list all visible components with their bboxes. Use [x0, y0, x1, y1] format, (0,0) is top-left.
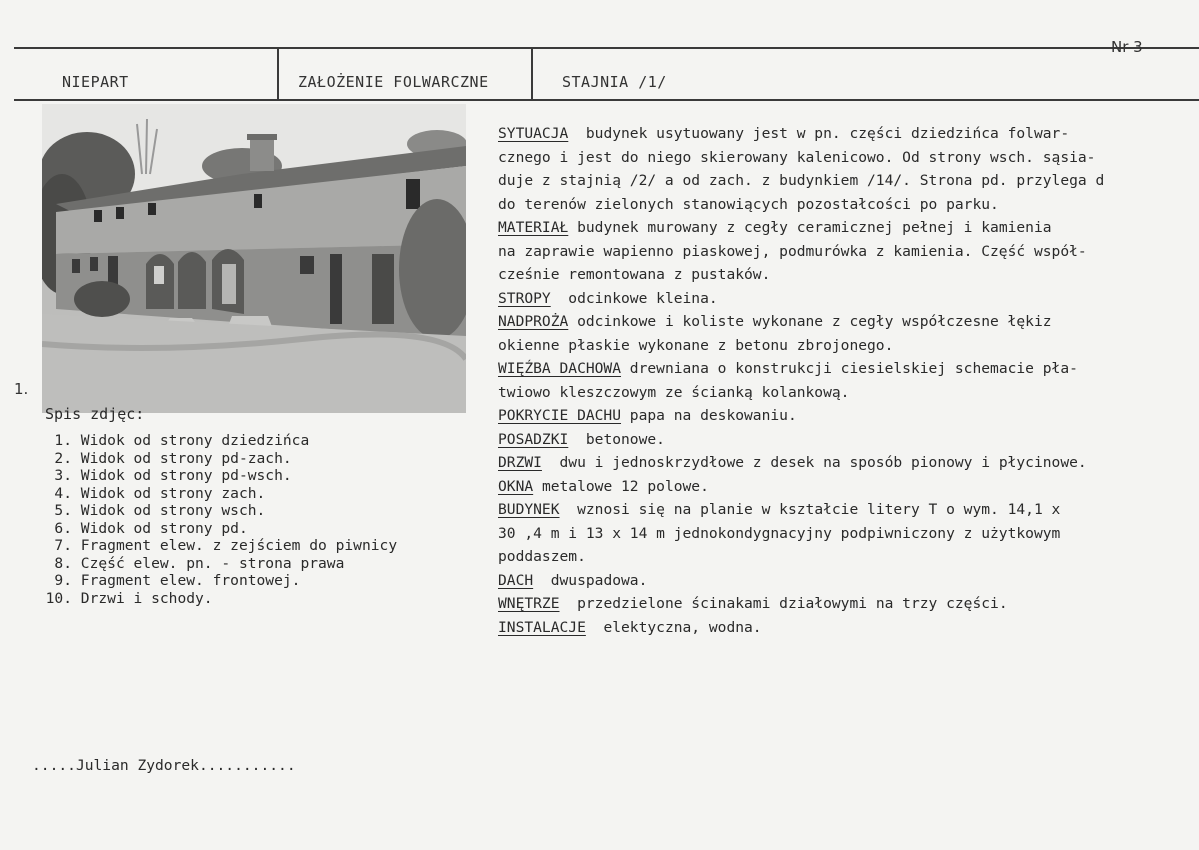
header-object: STAJNIA /1/ [562, 73, 667, 91]
author-signature: .....Julian Zydorek........... [32, 757, 296, 774]
description-row: do terenów zielonych stanowiących pozostałcości po parku. [498, 195, 999, 213]
header-divider-1 [277, 47, 279, 101]
building-description [498, 122, 1198, 639]
list-item: 4. Widok od strony zach. [54, 484, 266, 502]
description-row: POKRYCIE DACHU papa na deskowaniu. [498, 407, 797, 424]
author-name: Julian Zydorek [75, 757, 199, 774]
description-row: WNĘTRZE przedzielone ścinakami działowymi na trzy części. [498, 595, 1008, 612]
description-row: na zaprawie wapienno piaskowej, podmurówka z kamienia. Część współ- [498, 242, 1087, 260]
header-divider-2 [531, 47, 533, 101]
description-row: okienne płaskie wykonane z betonu zbrojonego. [498, 336, 894, 354]
description-row: STROPY odcinkowe kleina. [498, 289, 718, 307]
description-row: cznego i jest do niego skierowany kalenicowo. Od strony wsch. sąsia- [498, 148, 1096, 166]
photo-number: 1. [14, 380, 29, 398]
header-top-rule [14, 47, 1199, 49]
list-item: 8. Część elew. pn. - strona prawa [54, 554, 345, 572]
description-row: cześnie remontowana z pustaków. [498, 266, 771, 283]
list-item: 7. Fragment elew. z zejściem do piwnicy [54, 537, 398, 554]
description-row: SYTUACJA budynek usytuowany jest w pn. części dziedzińca folwar- [498, 125, 1070, 142]
building-photo [42, 104, 466, 413]
description-row: WIĘŹBA DACHOWA drewniana o konstrukcji ciesielskiej schemacie pła- [498, 360, 1078, 377]
list-item: 9. Fragment elew. frontowej. [54, 572, 301, 589]
photo-list-title: Spis zdjęc: [45, 405, 145, 423]
list-item: 5. Widok od strony wsch. [54, 502, 266, 519]
description-row: MATERIAŁ budynek murowany z cegły ceramicznej pełnej i kamienia [498, 219, 1052, 236]
description-row: OKNA metalowe 12 polowe. [498, 477, 709, 495]
header-location: NIEPART [62, 73, 129, 91]
description-row: poddaszem. [498, 548, 586, 565]
photo-list [40, 432, 397, 607]
description-row: POSADZKI betonowe. [498, 430, 665, 448]
sheet-number: Nr 3 [1111, 38, 1143, 56]
list-item: 10. Drzwi i schody. [45, 589, 213, 607]
list-item: 1. Widok od strony dziedzińca [54, 432, 310, 449]
description-row: twiowo kleszczowym ze ścianką kolankową. [498, 383, 850, 401]
description-row: DACH dwuspadowa. [498, 571, 648, 589]
description-row: DRZWI dwu i jednoskrzydłowe z desek na sposób pionowy i płycinowe. [498, 454, 1087, 471]
description-row: INSTALACJE elektyczna, wodna. [498, 618, 762, 636]
list-item: 6. Widok od strony pd. [54, 519, 248, 537]
description-row: duje z stajnią /2/ a od zach. z budynkiem /14/. Strona pd. przylega d [498, 172, 1105, 189]
list-item: 3. Widok od strony pd-wsch. [54, 467, 292, 484]
header-complex: ZAŁOŻENIE FOLWARCZNE [298, 73, 489, 91]
description-row: NADPROŻA odcinkowe i koliste wykonane z cegły współczesne łękiz [498, 313, 1052, 330]
description-row: 30 ,4 m i 13 x 14 m jednokondygnacyjny podpiwniczony z użytkowym [498, 524, 1061, 542]
header-bottom-rule [14, 99, 1199, 101]
description-row: BUDYNEK wznosi się na planie w kształcie litery T o wym. 14,1 x [498, 501, 1061, 518]
list-item: 2. Widok od strony pd-zach. [54, 449, 292, 467]
